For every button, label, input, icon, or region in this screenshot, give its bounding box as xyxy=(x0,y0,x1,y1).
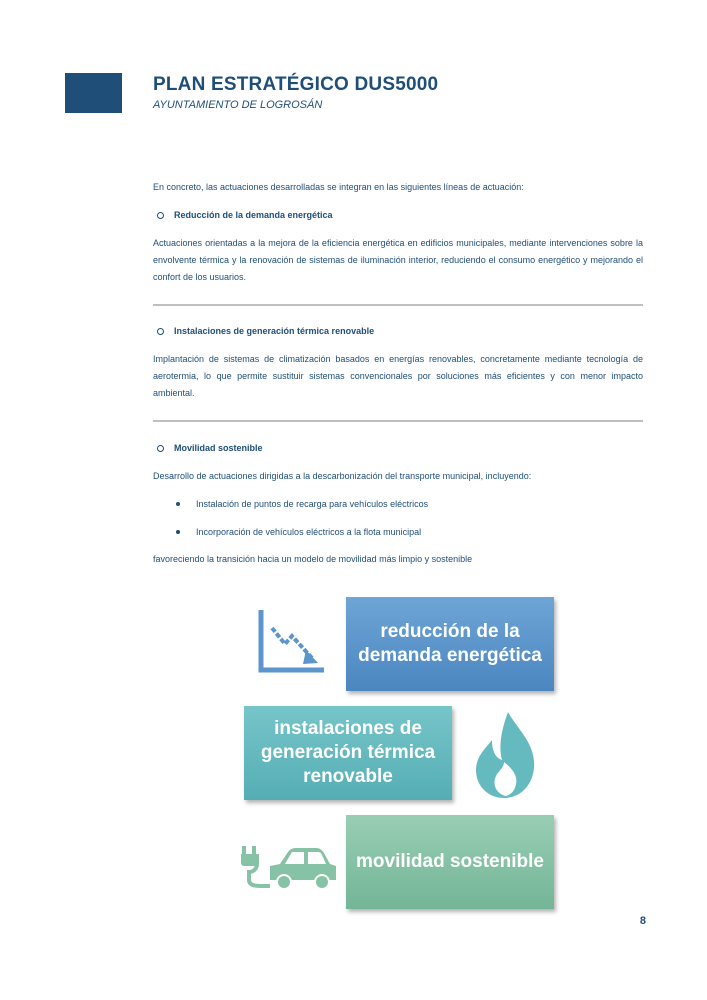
section-divider xyxy=(153,420,643,422)
flame-icon xyxy=(472,710,540,800)
diagram-box-thermal: instalaciones de generación térmica renovable xyxy=(244,706,452,800)
bullet-dot-icon xyxy=(176,502,180,506)
intro-paragraph: En concreto, las actuaciones desarrolladas se integran en las siguientes líneas de actuación: xyxy=(153,182,524,192)
list-item-text: Incorporación de vehículos eléctricos a la flota municipal xyxy=(196,527,422,537)
document-subtitle: AYUNTAMIENTO DE LOGROSÁN xyxy=(153,99,323,111)
diagram-box-mobility: movilidad sostenible xyxy=(346,815,554,909)
section-closing-mobility: favoreciendo la transición hacia un modelo de movilidad más limpio y sostenible xyxy=(153,554,473,564)
list-item xyxy=(176,499,428,509)
list-item-text: Instalación de puntos de recarga para vehículos eléctricos xyxy=(196,499,429,509)
section-heading-demand xyxy=(157,210,333,220)
hollow-bullet-icon xyxy=(157,328,164,335)
section-heading-label: Movilidad sostenible xyxy=(174,443,263,453)
section-heading-mobility xyxy=(157,443,263,453)
hollow-bullet-icon xyxy=(157,212,164,219)
declining-chart-icon xyxy=(252,606,328,676)
list-item xyxy=(176,527,421,537)
header-logo-block xyxy=(65,73,122,113)
bullet-dot-icon xyxy=(176,530,180,534)
diagram-box-demand: reducción de la demanda energética xyxy=(346,597,554,691)
page-number: 8 xyxy=(639,915,646,927)
section-heading-label: Reducción de la demanda energética xyxy=(174,210,333,220)
document-title: PLAN ESTRATÉGICO DUS5000 xyxy=(153,74,439,95)
section-body-thermal: Implantación de sistemas de climatización basados en energías renovables, concretamente mediante tecnología de aerotermia, lo que permite sustituir sistemas convencionales por soluciones más eficientes y con menor impacto ambiental. xyxy=(153,354,643,398)
section-body-mobility: Desarrollo de actuaciones dirigidas a la descarbonización del transporte municipal, incluyendo: xyxy=(153,471,532,481)
section-divider xyxy=(153,304,643,306)
section-heading-label: Instalaciones de generación térmica renovable xyxy=(174,326,375,336)
section-heading-thermal xyxy=(157,326,374,336)
electric-car-icon xyxy=(240,836,340,892)
section-body-demand: Actuaciones orientadas a la mejora de la eficiencia energética en edificios municipales, mediante intervenciones sobre la envolvente térmica y la renovación de sistemas de iluminación interior, reduciendo el consumo energético y mejorando el confort de los usuarios. xyxy=(153,238,643,282)
hollow-bullet-icon xyxy=(157,445,164,452)
